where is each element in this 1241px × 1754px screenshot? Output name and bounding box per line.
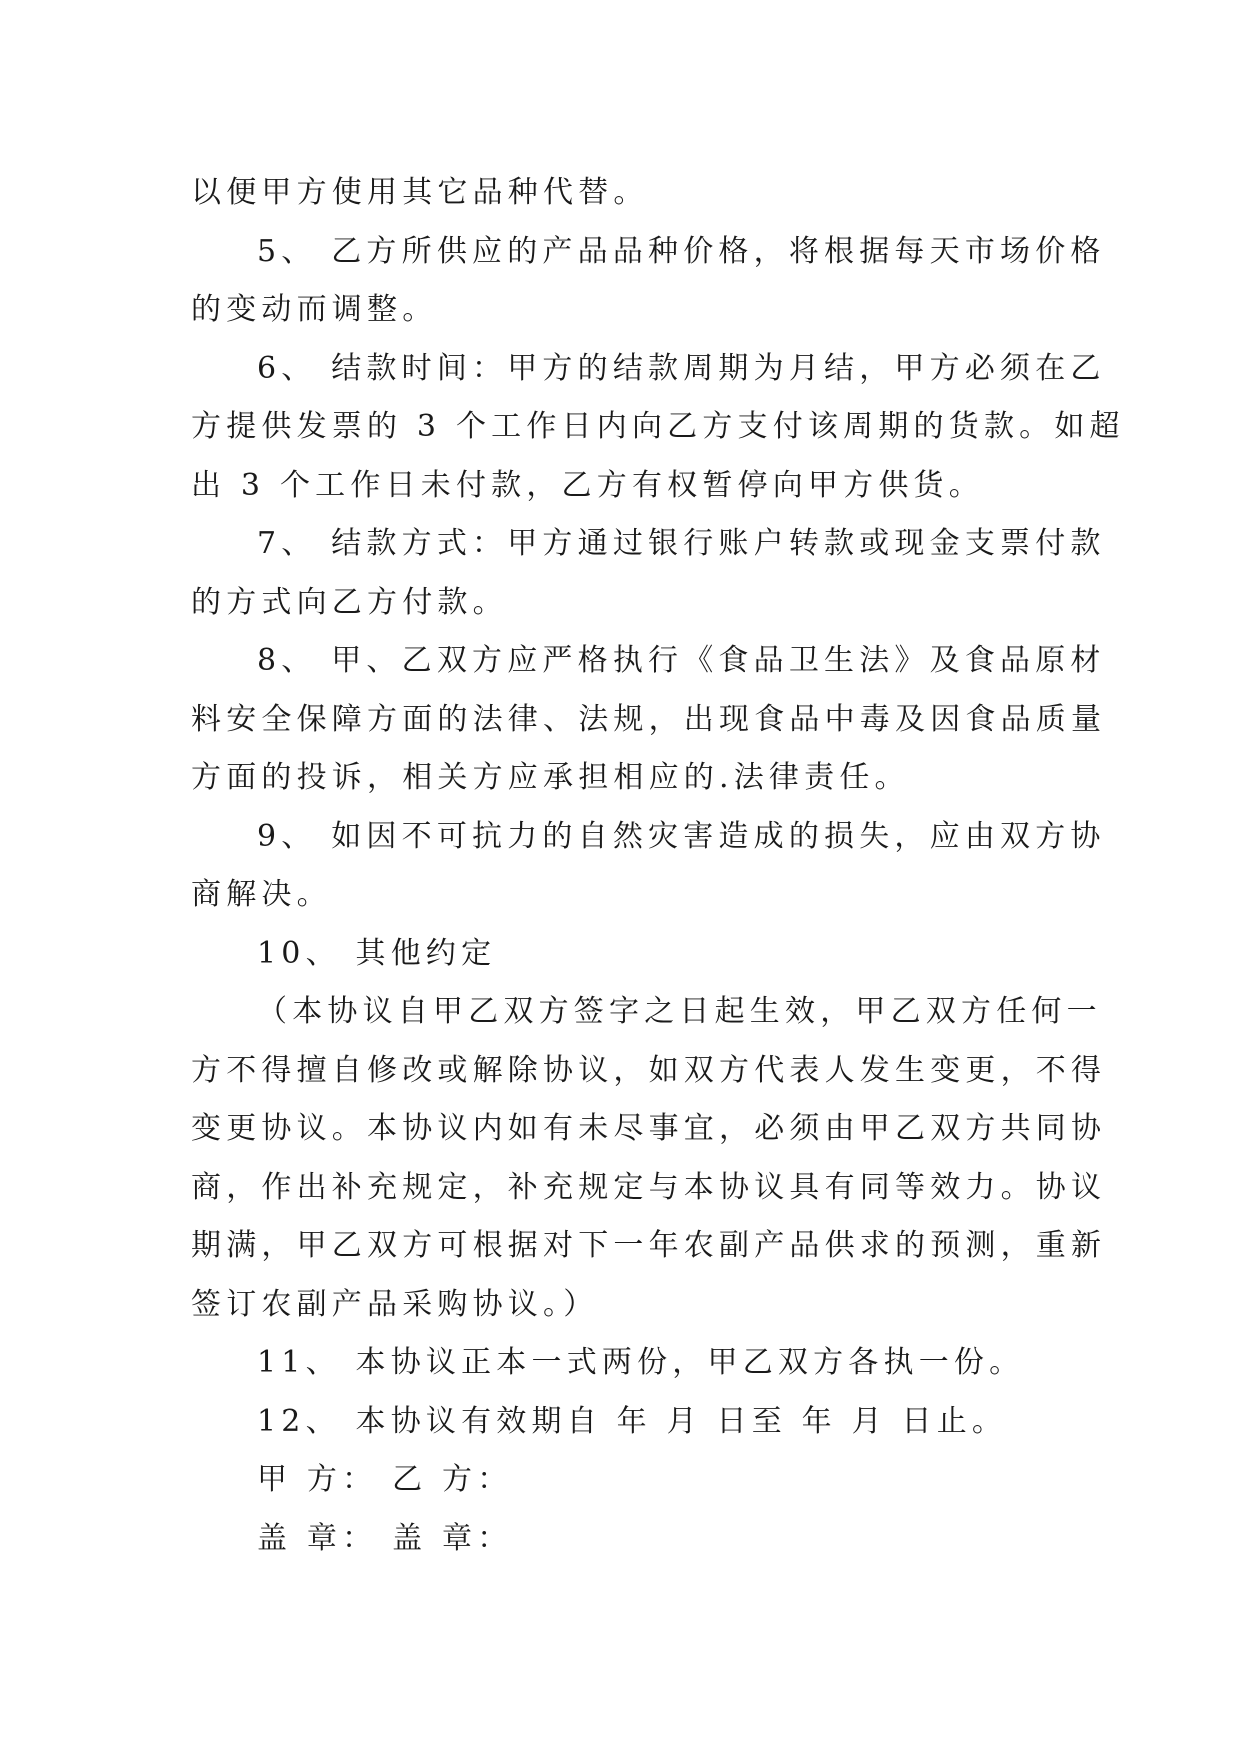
document-line: 期满，甲乙双方可根据对下一年农副产品供求的预测，重新 [191, 1228, 1107, 1263]
document-line: 以便甲方使用其它品种代替。 [191, 175, 649, 210]
document-line: 商解决。 [191, 877, 332, 912]
document-line: 甲 方： 乙 方： [257, 1462, 513, 1497]
document-body [191, 164, 1125, 1568]
document-line: 变更协议。本协议内如有未尽事宜，必须由甲乙双方共同协 [191, 1111, 1107, 1146]
document-line: 5、 乙方所供应的产品品种价格，将根据每天市场价格 [257, 233, 1106, 269]
document-line: 料安全保障方面的法律、法规，出现食品中毒及因食品质量 [191, 701, 1107, 737]
document-line: 10、 其他约定 [257, 935, 497, 971]
document-line: 商，作出补充规定，补充规定与本协议具有同等效力。协议 [191, 1169, 1107, 1205]
document-line: 8、 甲、乙双方应严格执行《食品卫生法》及食品原材 [257, 643, 1106, 678]
document-line: 的变动而调整。 [191, 292, 438, 327]
document-line: 方不得擅自修改或解除协议，如双方代表人发生变更，不得 [191, 1052, 1107, 1088]
document-line: 9、 如因不可抗力的自然灾害造成的损失，应由双方协 [257, 818, 1106, 854]
document-line: 出 3 个工作日未付款，乙方有权暂停向甲方供货。 [191, 467, 984, 503]
document-line: 方提供发票的 3 个工作日内向乙方支付该周期的货款。如超 [191, 409, 1125, 444]
document-line: 方面的投诉，相关方应承担相应的.法律责任。 [191, 760, 910, 795]
document-line: 11、 本协议正本一式两份，甲乙双方各执一份。 [257, 1345, 1025, 1380]
document-line: 盖 章： 盖 章： [257, 1520, 513, 1556]
document-line: 签订农副产品采购协议。） [191, 1286, 599, 1322]
document-line: （本协议自甲乙双方签字之日起生效，甲乙双方任何一 [257, 994, 1102, 1029]
document-line: 的方式向乙方付款。 [191, 584, 508, 620]
document-line: 12、 本协议有效期自 年 月 日至 年 月 日止。 [257, 1403, 1008, 1439]
document-line: 6、 结款时间：甲方的结款周期为月结，甲方必须在乙 [257, 350, 1106, 386]
document-line: 7、 结款方式：甲方通过银行账户转款或现金支票付款 [257, 526, 1106, 561]
